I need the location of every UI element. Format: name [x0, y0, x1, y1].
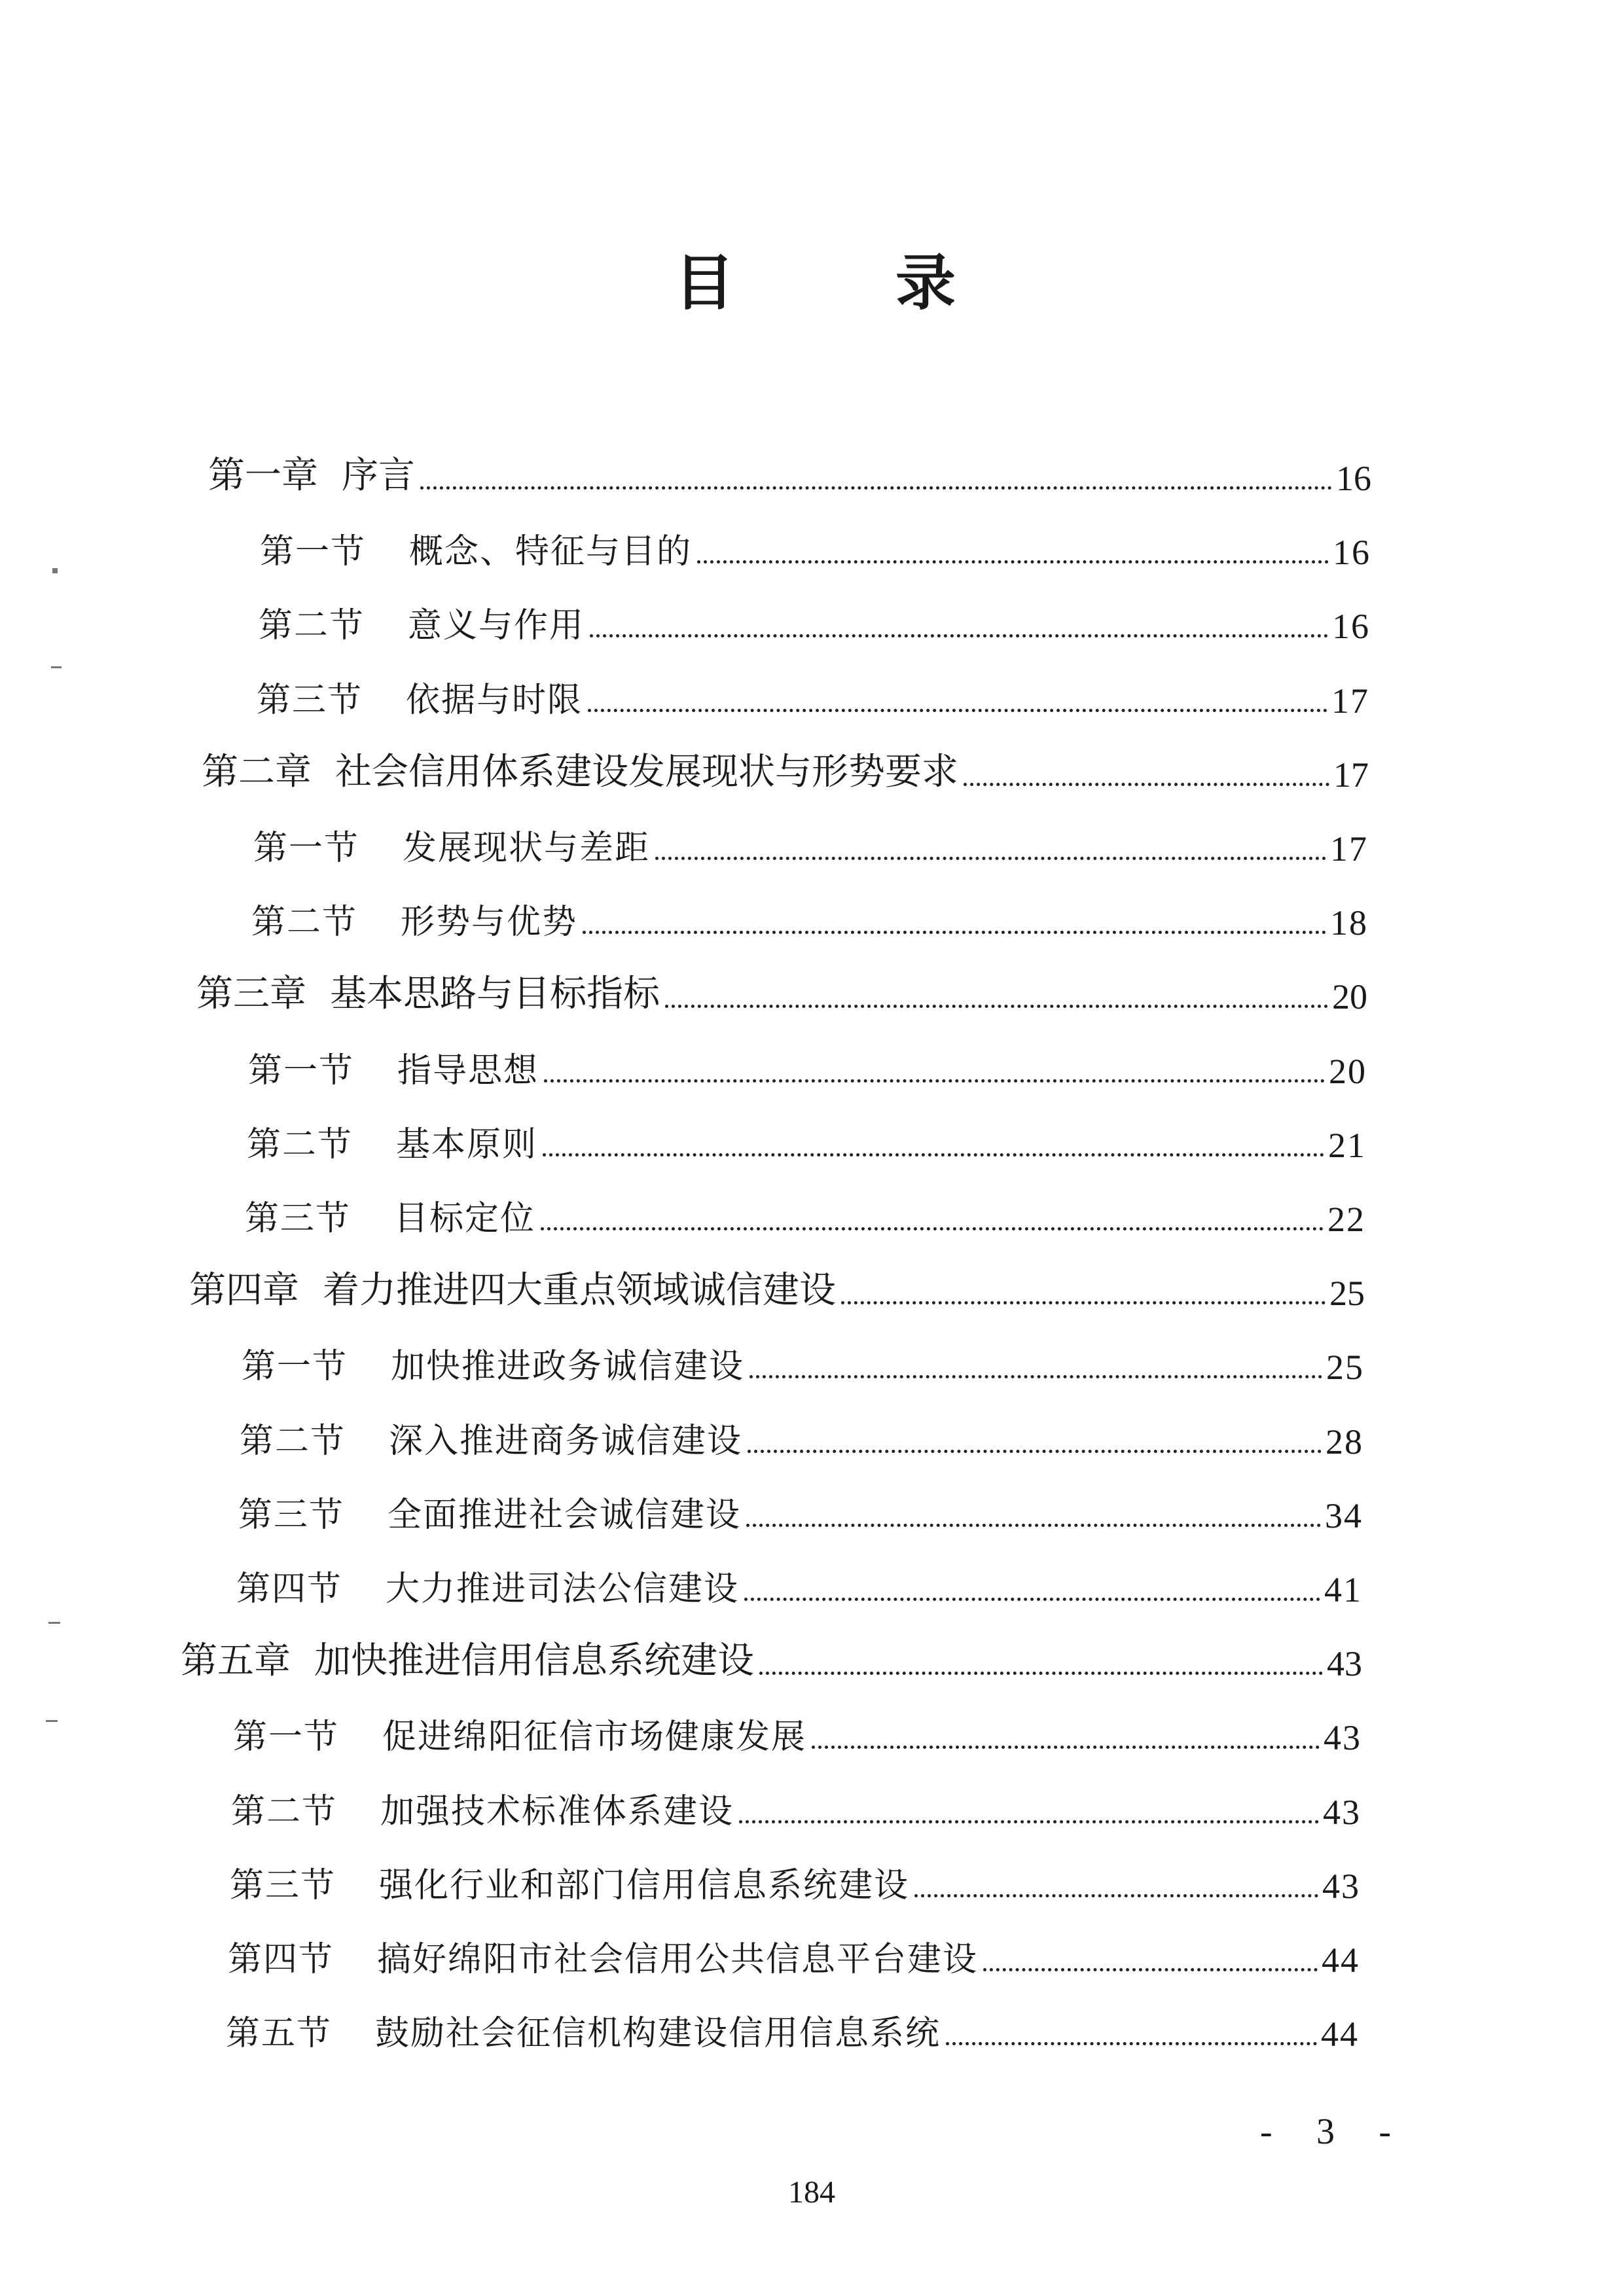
- toc-dot-leader: [583, 931, 1326, 934]
- toc-entry-number: 第五节: [226, 2014, 333, 2053]
- toc-entry-number: 第四章: [189, 1269, 299, 1312]
- toc-entry-title: 加快推进政务诚信建设: [391, 1347, 745, 1386]
- toc-entry-number: 第三节: [245, 1199, 352, 1238]
- toc-entry-number: 第四节: [228, 1940, 334, 1979]
- toc-entry-page-number: 25: [1326, 1348, 1364, 1387]
- toc-entry-title: 促进绵阳征信市场健康发展: [382, 1717, 807, 1757]
- toc-dot-leader: [983, 1968, 1318, 1971]
- toc-section-entry: [242, 1340, 1364, 1388]
- toc-entry-page-number: 17: [1330, 829, 1368, 869]
- toc-entry-title: 形势与优势: [401, 903, 578, 942]
- toc-entry-page-number: 16: [1333, 533, 1371, 572]
- toc-entry-number: 第一节: [253, 829, 360, 868]
- toc-entry-page-number: 20: [1332, 977, 1367, 1016]
- toc-entry-title: 依据与时限: [406, 681, 583, 720]
- toc-dot-leader: [697, 560, 1329, 564]
- toc-section-entry: [259, 600, 1370, 647]
- toc-dot-leader: [946, 2042, 1317, 2045]
- toc-entry-page-number: 43: [1327, 1644, 1362, 1683]
- toc-entry-title: 基本原则: [396, 1125, 538, 1164]
- toc-section-entry: [236, 1563, 1362, 1610]
- toc-entry-page-number: 21: [1328, 1126, 1366, 1165]
- toc-entry-number: 第二章: [202, 751, 312, 793]
- toc-dot-leader: [590, 634, 1328, 637]
- toc-entry-page-number: 28: [1326, 1422, 1363, 1462]
- toc-entry-title: 目标定位: [394, 1199, 536, 1238]
- toc-section-entry: [245, 1193, 1365, 1240]
- title-char-2: 录: [895, 247, 956, 318]
- toc-chapter-entry: [181, 1637, 1362, 1684]
- toc-entry-page-number: 41: [1324, 1570, 1362, 1609]
- toc-entry-number: 第一节: [233, 1717, 340, 1757]
- toc-section-entry: [231, 1785, 1361, 1833]
- toc-entry-number: 第一节: [260, 532, 367, 571]
- toc-entry-title: 基本思路与目标指标: [330, 973, 660, 1015]
- toc-entry-number: 第二节: [251, 903, 358, 942]
- toc-entry-page-number: 22: [1327, 1200, 1365, 1239]
- scan-mark: [51, 666, 62, 668]
- toc-dot-leader: [544, 1079, 1325, 1083]
- toc-dot-leader: [964, 783, 1329, 786]
- toc-section-entry: [253, 822, 1368, 869]
- toc-entry-page-number: 18: [1330, 903, 1368, 942]
- toc-entry-number: 第三节: [230, 1866, 336, 1905]
- toc-entry-title: 序言: [342, 454, 415, 497]
- toc-entry-title: 加快推进信用信息系统建设: [314, 1640, 754, 1682]
- toc-entry-title: 加强技术标准体系建设: [380, 1792, 734, 1831]
- toc-section-entry: [257, 674, 1369, 721]
- toc-entry-page-number: 44: [1321, 2015, 1359, 2054]
- toc-section-entry: [238, 1489, 1363, 1536]
- toc-dot-leader: [841, 1301, 1326, 1304]
- toc-dot-leader: [744, 1598, 1320, 1601]
- toc-entry-title: 指导思想: [397, 1051, 539, 1090]
- toc-dot-leader: [420, 486, 1332, 490]
- scan-mark: [46, 1720, 58, 1722]
- toc-entry-title: 全面推进社会诚信建设: [388, 1496, 742, 1535]
- toc-entry-number: 第三节: [238, 1496, 345, 1535]
- toc-entry-number: 第一节: [242, 1347, 348, 1386]
- toc-entry-page-number: 17: [1333, 755, 1369, 795]
- toc-section-entry: [251, 896, 1368, 943]
- toc-dot-leader: [748, 1450, 1322, 1453]
- footer-dash-right: -: [1379, 2111, 1391, 2152]
- toc-dot-leader: [914, 1894, 1318, 1897]
- toc-entry-title: 强化行业和部门信用信息系统建设: [379, 1866, 910, 1905]
- toc-chapter-entry: [202, 748, 1369, 795]
- toc-entry-title: 搞好绵阳市社会信用公共信息平台建设: [377, 1940, 979, 1979]
- toc-entry-page-number: 25: [1329, 1274, 1365, 1313]
- toc-section-entry: [248, 1045, 1367, 1092]
- toc-section-entry: [228, 1933, 1360, 1981]
- toc-entry-number: 第三节: [257, 681, 363, 720]
- toc-section-entry: [260, 526, 1371, 573]
- footer-page-number: 3: [1316, 2111, 1335, 2152]
- toc-entry-title: 发展现状与差距: [403, 829, 651, 868]
- toc-entry-number: 第二节: [247, 1125, 353, 1164]
- toc-dot-leader: [655, 857, 1326, 860]
- toc-section-entry: [233, 1711, 1362, 1758]
- toc-entry-page-number: 43: [1322, 1867, 1360, 1906]
- toc-entry-title: 意义与作用: [408, 606, 585, 645]
- toc-section-entry: [247, 1119, 1366, 1166]
- toc-dot-leader: [665, 1005, 1328, 1008]
- toc-dot-leader: [739, 1820, 1319, 1823]
- toc-dot-leader: [543, 1153, 1324, 1157]
- toc-entry-number: 第一章: [208, 454, 318, 497]
- toc-dot-leader: [749, 1375, 1322, 1378]
- toc-entry-page-number: 20: [1329, 1052, 1367, 1091]
- toc-dot-leader: [746, 1524, 1321, 1527]
- footer-dash-left: -: [1260, 2111, 1272, 2152]
- toc-dot-leader: [541, 1227, 1324, 1230]
- toc-entry-page-number: 44: [1322, 1941, 1360, 1980]
- toc-entry-number: 第五章: [181, 1640, 291, 1682]
- title-char-1: 目: [674, 247, 735, 318]
- toc-entry-title: 概念、特征与目的: [409, 532, 693, 571]
- toc-entry-page-number: 43: [1323, 1793, 1361, 1832]
- toc-dot-leader: [812, 1746, 1320, 1749]
- toc-section-entry: [240, 1415, 1363, 1462]
- toc-entry-number: 第四节: [236, 1570, 343, 1609]
- page-footer: [1260, 2109, 1391, 2155]
- scan-mark: [48, 1622, 60, 1624]
- toc-entry-number: 第二节: [231, 1792, 338, 1831]
- toc-entry-number: 第二节: [259, 606, 365, 645]
- scan-page-number: 184: [788, 2175, 835, 2210]
- toc-section-entry: [226, 2007, 1359, 2054]
- toc-entry-number: 第二节: [240, 1422, 346, 1461]
- toc-chapter-entry: [208, 452, 1371, 499]
- toc-title: [674, 236, 956, 321]
- toc-entry-title: 鼓励社会征信机构建设信用信息系统: [375, 2014, 941, 2053]
- toc-entry-page-number: 17: [1331, 681, 1369, 721]
- toc-entry-page-number: 34: [1325, 1496, 1363, 1535]
- toc-entry-number: 第三章: [196, 973, 306, 1015]
- toc-dot-leader: [759, 1672, 1323, 1675]
- toc-chapter-entry: [196, 970, 1367, 1017]
- toc-entry-title: 深入推进商务诚信建设: [389, 1422, 743, 1461]
- toc-entry-page-number: 43: [1324, 1718, 1362, 1757]
- toc-entry-title: 着力推进四大重点领域诚信建设: [323, 1269, 836, 1312]
- toc-section-entry: [230, 1859, 1360, 1907]
- toc-chapter-entry: [189, 1266, 1365, 1314]
- toc-entry-title: 社会信用体系建设发展现状与形势要求: [335, 751, 958, 793]
- toc-dot-leader: [588, 709, 1327, 712]
- scan-mark: [52, 568, 58, 573]
- toc-entry-number: 第一节: [248, 1051, 355, 1090]
- toc-entry-page-number: 16: [1332, 607, 1370, 646]
- toc-entry-page-number: 16: [1336, 459, 1371, 498]
- toc-entry-title: 大力推进司法公信建设: [386, 1570, 740, 1609]
